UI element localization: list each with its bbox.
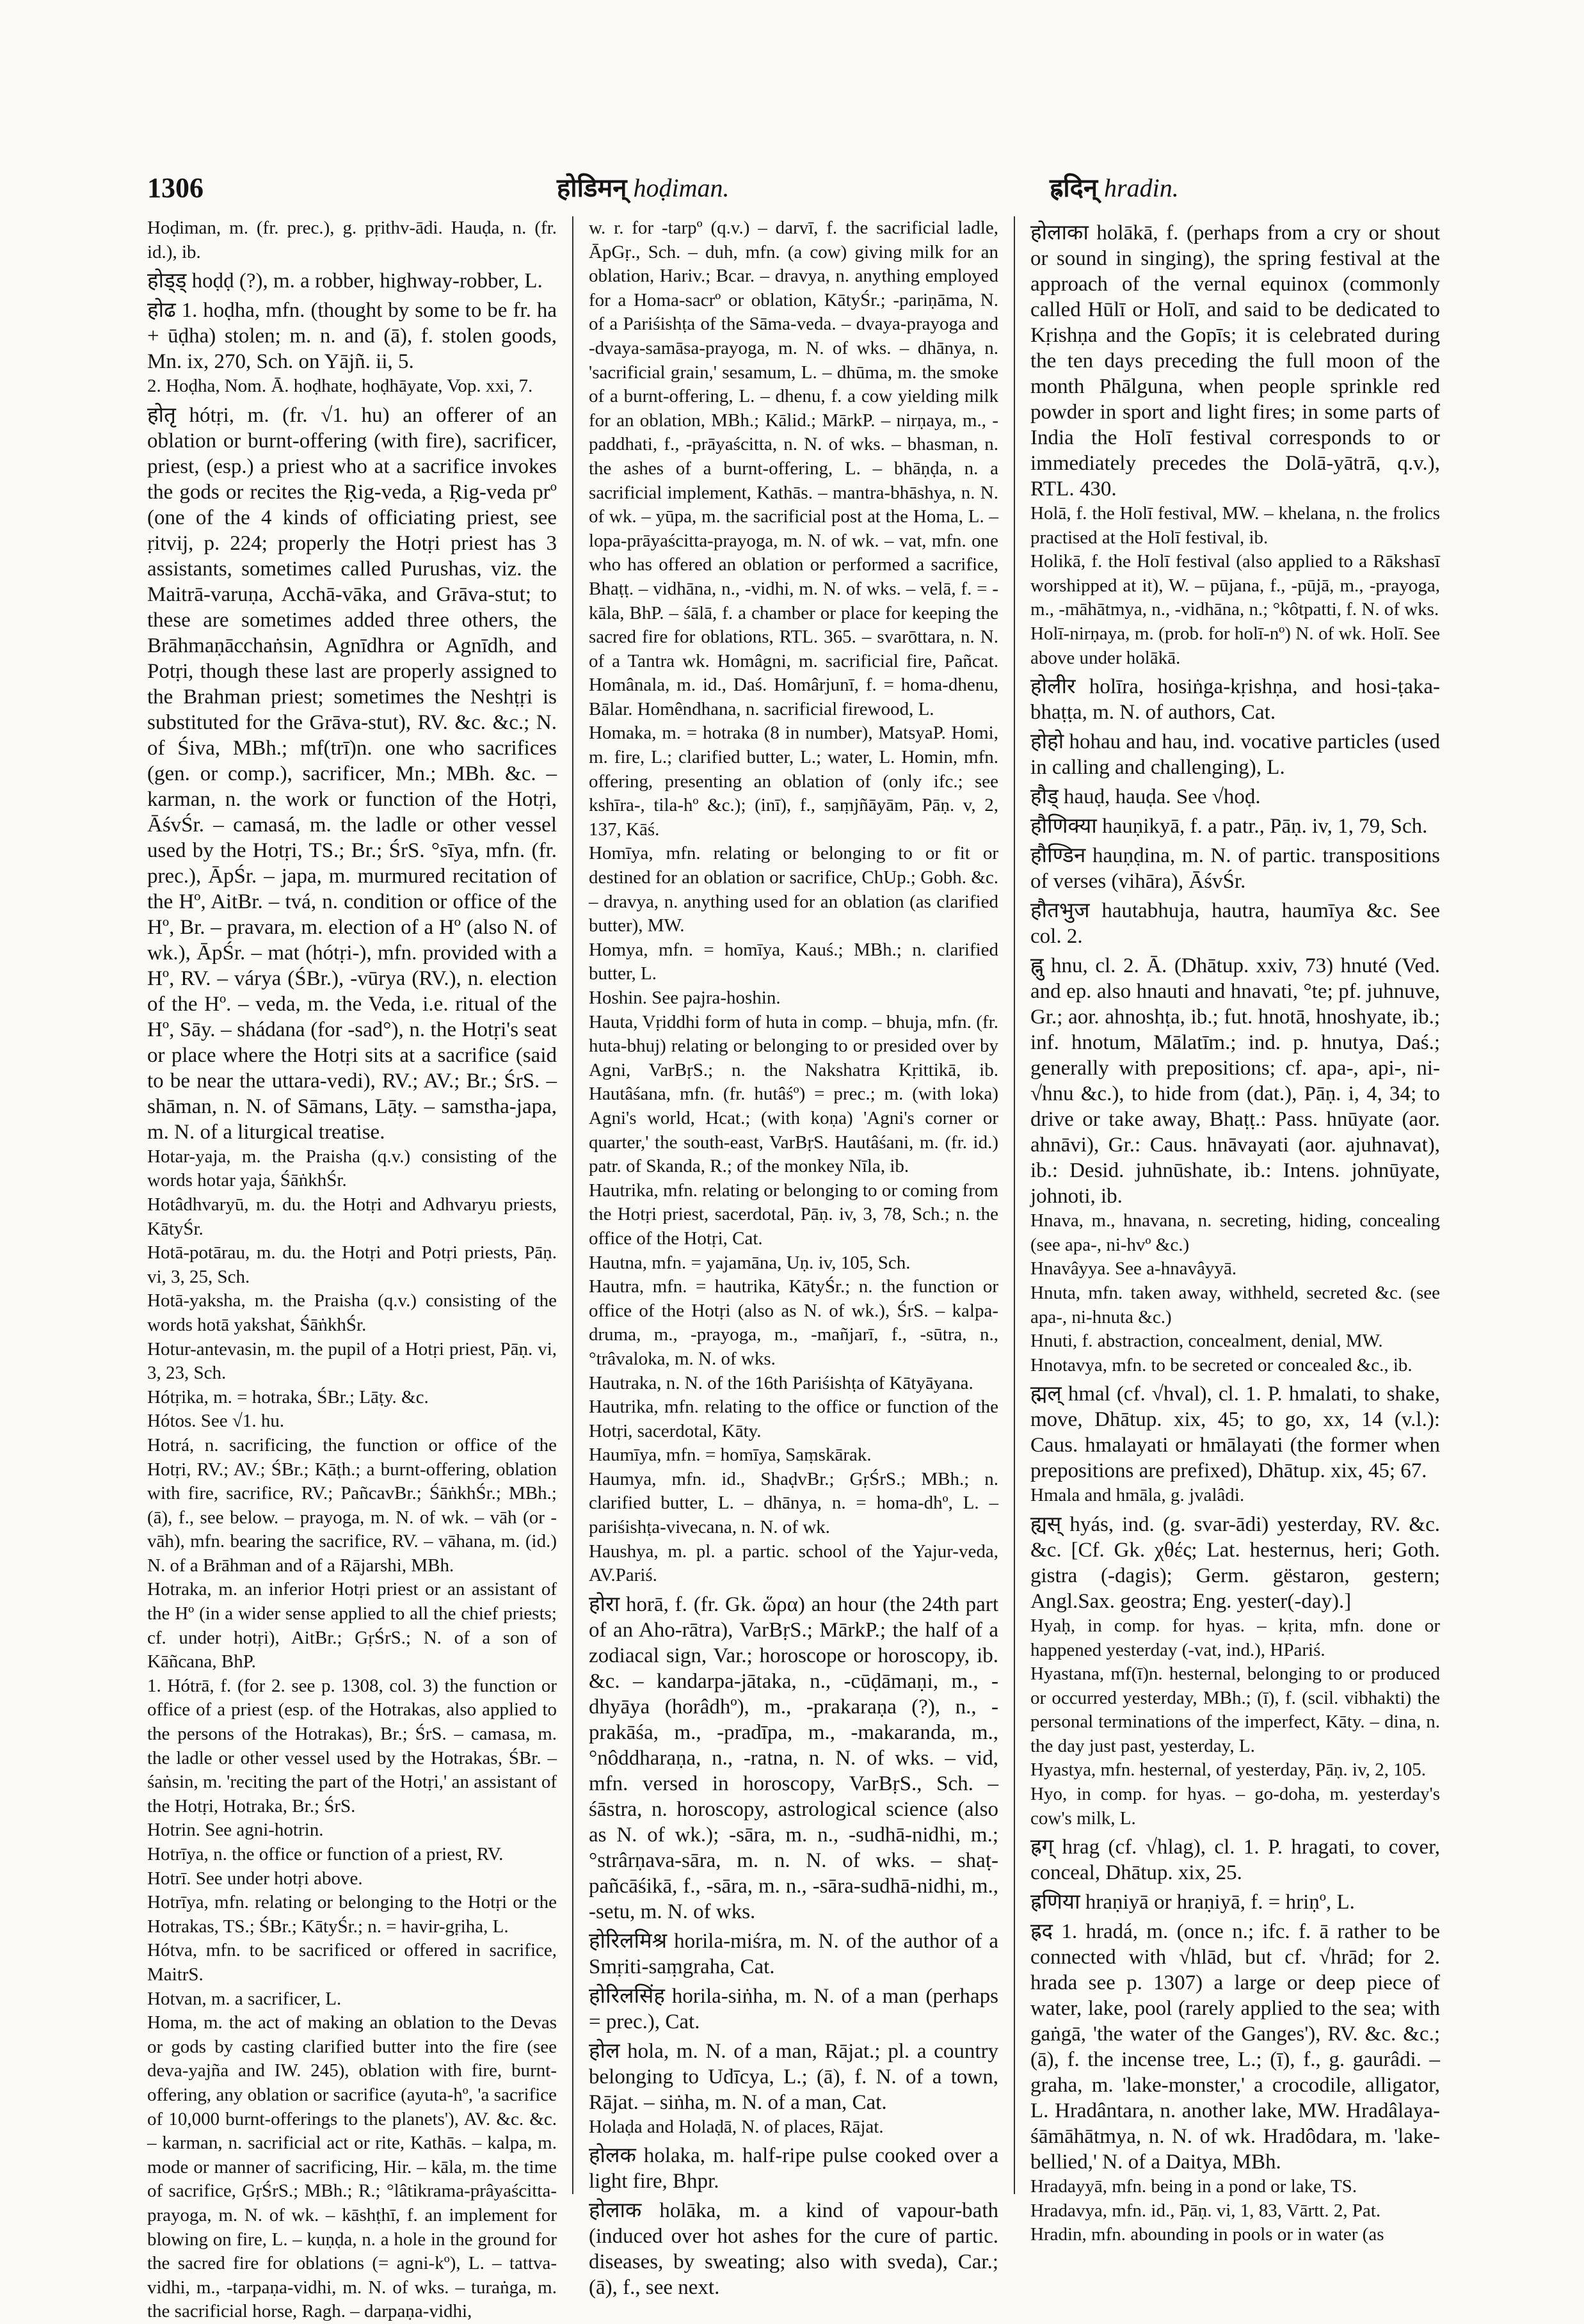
dictionary-entry: Hoshin. See pajra-hoshin.	[589, 988, 781, 1008]
dictionary-entry: Hautrika, mfn. relating to the office or function of the Hotṛi, sacerdotal, Kāty.	[589, 1397, 998, 1441]
dictionary-entry: Hotrin. See agni-hotrin.	[147, 1820, 324, 1841]
dictionary-entry: Hotrá, n. sacrificing, the function or office of the Hotṛi, RV.; AV.; ŚBr.; Kāṭh.; a burnt-offering, oblation with fire, sacrifice, RV.; PañcavBr.; ŚāṅkhŚr.; MBh.; (ā), f., see below. – prayoga, m. N. of wk. – vāh (or -vāh), mfn. bearing the sacrifice, RV. – vāhana, m. (id.) N. of a Brāhman and of a Rājarshi, MBh.	[147, 1434, 557, 1576]
headword-entry: ह्रणिया hraṇiyā or hraṇiyā, f. = hriṇº, L.	[1030, 1891, 1355, 1914]
dictionary-entry: Hnavâyya. See a-hnavâyyā.	[1030, 1258, 1237, 1279]
dictionary-entry: Hmala and hmāla, g. jvalâdi.	[1030, 1485, 1245, 1506]
dictionary-entry: Holaḍa and Holaḍā, N. of places, Rājat.	[589, 2116, 884, 2137]
headword-entry: होड्ड् hoḍḍ (?), m. a robber, highway-robber, L.	[147, 269, 543, 293]
header-first-devanagari: होडिमन्	[557, 173, 627, 203]
dictionary-entry: Homīya, mfn. relating or belonging to or fit or destined for an oblation or sacrifice, ChUp.; Gobh. &c. – dravya, n. anything used for an oblation (as clarified butter), MW.	[589, 843, 998, 936]
headword-entry: हौण्डिन hauṇḍina, m. N. of partic. transpositions of verses (vihāra), ĀśvŚr.	[1030, 844, 1440, 894]
dictionary-entry: Haumya, mfn. id., ShaḍvBr.; GṛŚrS.; MBh.; n. clarified butter, L. – dhānya, n. = homa-dhº, L. – pariśishṭa-vivecana, n. N. of wk.	[589, 1468, 998, 1538]
dictionary-entry: Hotrīya, mfn. relating or belonging to the Hotṛi or the Hotrakas, TS.; ŚBr.; KātyŚr.; n. = havir-gṛiha, L.	[147, 1892, 557, 1937]
page-number: 1306	[147, 172, 204, 204]
dictionary-entry: Hotur-antevasin, m. the pupil of a Hotṛi priest, Pāṇ. vi, 3, 23, Sch.	[147, 1338, 557, 1384]
dictionary-entry: Hotā-potārau, m. du. the Hotṛi and Potṛi priests, Pāṇ. vi, 3, 25, Sch.	[147, 1242, 557, 1287]
dictionary-entry: Holikā, f. the Holī festival (also applied to a Rākshasī worshipped at it), W. – pūjana, f., -pūjā, m., -prayoga, m., -māhātmya, n., -vidhāna, n.; °kôtpatti, f. N. of wks.	[1030, 551, 1440, 620]
dictionary-entry: Hautraka, n. N. of the 16th Pariśishṭa of Kātyāyana.	[589, 1372, 973, 1393]
text-columns	[147, 216, 1440, 2322]
headword-entry: होतृ hótṛi, m. (fr. √1. hu) an offerer of an oblation or burnt-offering (with fire), sacrificer, priest, (esp.) a priest who at a sacrifice invokes the gods or recites the Ṛig-veda, a Ṛig-veda prº (one of the 4 kinds of officiating priest, see ṛitvij, p. 224; properly the Hotṛi priest has 3 assistants, sometimes called Purushas, viz. the Maitrā-varuṇa, Acchā-vāka, and Grāva-stut; to these are sometimes added three others, the Brāhmaṇācchaṅsin, Agnīdhra or Agnīdh, and Potṛi, though these last are properly assigned to the Brahman priest; sometimes the Neshṭṛi is substituted for the Grāva-stut), RV. &c. &c.; N. of Śiva, MBh.; mf(trī)n. one who sacrifices (gen. or comp.), sacrificer, Mn.; MBh. &c. – karman, n. the work or function of the Hotṛi, ĀśvŚr. – camasá, m. the ladle or other vessel used by the Hotṛi, TS.; Br.; ŚrS. °sīya, mfn. (fr. prec.), ĀpŚr. – japa, m. murmured recitation of the Hº, AitBr. – tvá, n. condition or office of the Hº, Br. – pravara, m. election of a Hº (also N. of wk.), ĀpŚr. – mat (hótṛi-), mfn. provided with a Hº, RV. – várya (ŚBr.), -vūrya (RV.), n. election of the Hº. – veda, m. the Veda, i.e. ritual of the Hº, Sāy. – shádana (for -sad°), n. the Hotṛi's seat or place where the Hotṛi sits at a sacrifice (said to be near the uttara-vedi), RV.; AV.; Br.; ŚrS. – shāman, n. N. of Sāmans, Lāṭy. – samstha-japa, m. N. of a liturgical treatise.	[147, 403, 557, 1144]
dictionary-entry: Hradin, mfn. abounding in pools or in water (as	[1030, 2224, 1384, 2245]
dictionary-entry: 2. Hoḍha, Nom. Ā. hoḍhate, hoḍhāyate, Vop. xxi, 7.	[147, 376, 533, 397]
dictionary-entry: Hotar-yaja, m. the Praisha (q.v.) consisting of the words hotar yaja, ŚāṅkhŚr.	[147, 1146, 557, 1191]
header-first-word	[557, 168, 729, 209]
headword-entry: हौतभुज hautabhuja, hautra, haumīya &c. See col. 2.	[1030, 899, 1440, 949]
dictionary-entry: Hotraka, m. an inferior Hotṛi priest or an assistant of the Hº (in a wider sense applied to all the chief priests; cf. under hotṛi), AitBr.; GṛŚrS.; N. of a son of Kāñcana, BhP.	[147, 1579, 557, 1672]
dictionary-entry: w. r. for -tarpº (q.v.) – darvī, f. the sacrificial ladle, ĀpGṛ., Sch. – duh, mfn. (a cow) giving milk for an oblation, Hariv.; Bcar. – dravya, n. anything employed for a Homa-sacrº or oblation, KātyŚr.; -pariṇāma, N. of a Pariśishṭa of the Sāma-veda. – dvaya-prayoga and -dvaya-samāsa-prayoga, m. N. of wks. – dhānya, n. 'sacrificial grain,' sesamum, L. – dhūma, m. the smoke of a burnt-offering, L. – dhenu, f. a cow yielding milk for an oblation, MBh.; Kālid.; MārkP. – nirṇaya, m., -paddhati, f., -prāyaścitta, n. N. of wks. – bhasman, n. the ashes of a burnt-offering, L. – bhāṇḍa, n. a sacrificial implement, Kathās. – mantra-bhāshya, n. N. of wk. – yūpa, m. the sacrificial post at the Homa, L. – lopa-prāyaścitta-prayoga, m. N. of wk. – vat, mfn. one who has offered an oblation or performed a sacrifice, Bhaṭṭ. – vidhāna, n., -vidhi, m. N. of wks. – velā, f. = -kāla, BhP. – śālā, f. a chamber or place for keeping the sacred fire for oblations, RTL. 365. – svarōttara, n. N. of a Tantra wk. Homâgni, m. sacrificial fire, Pañcat. Homânala, m. id., Daś. Homârjunī, f. = homa-dhenu, Bālar. Homêndhana, n. sacrificial firewood, L.	[589, 218, 998, 719]
dictionary-entry: Hnava, m., hnavana, n. secreting, hiding, concealing (see apa-, ni-hvº &c.)	[1030, 1210, 1440, 1255]
dictionary-entry: Haushya, m. pl. a partic. school of the Yajur-veda, AV.Pariś.	[589, 1541, 998, 1586]
dictionary-entry: Hotâdhvaryū, m. du. the Hotṛi and Adhvaryu priests, KātyŚr.	[147, 1194, 557, 1239]
dictionary-entry: Hradavya, mfn. id., Pāṇ. vi, 1, 83, Vārtt. 2, Pat.	[1030, 2200, 1381, 2221]
headword-entry: ह्मल् hmal (cf. √hval), cl. 1. P. hmalati, to shake, move, Dhātup. xix, 45; to go, xx, 14 (v.l.): Caus. hmalayati or hmālayati (the former when prepositions are prefixed), Dhātup. xix, 45; 67.	[1030, 1382, 1440, 1483]
dictionary-entry: Hotrī. See under hotṛi above.	[147, 1868, 363, 1889]
headword-entry: होहो hohau and hau, ind. vocative particles (used in calling and challenging), L.	[1030, 730, 1440, 780]
headword-entry: होलाक holāka, m. a kind of vapour-bath (induced over hot ashes for the cure of partic. diseases, by sweating; also with sveda), Car.; (ā), f., see next.	[589, 2199, 998, 2300]
dictionary-entry: Homya, mfn. = homīya, Kauś.; MBh.; n. clarified butter, L.	[589, 939, 998, 984]
dictionary-entry: 1. Hótrā, f. (for 2. see p. 1308, col. 3) the function or office of a priest (esp. of the Hotrakas, also applied to the persons of the Hotrakas), Br.; ŚrS. – camasa, m. the ladle or other vessel used by the Hotrakas, ŚBr. – śaṅsin, m. 'reciting the part of the Hotṛi,' an assistant of the Hotṛi, Hotraka, Br.; ŚrS.	[147, 1675, 557, 1816]
dictionary-entry: Hyastya, mfn. hesternal, of yesterday, Pāṇ. iv, 2, 105.	[1030, 1759, 1426, 1781]
dictionary-entry: Hyastana, mf(ī)n. hesternal, belonging to or produced or occurred yesterday, MBh.; (ī), f. (scil. vibhakti) the personal terminations of the imperfect, Kāty. – dina, n. the day just past, yesterday, L.	[1030, 1663, 1440, 1756]
headword-entry: होरिलसिंह horila-siṅha, m. N. of a man (perhaps = prec.), Cat.	[589, 1984, 998, 2033]
dictionary-entry: Homaka, m. = hotraka (8 in number), MatsyaP. Homi, m. fire, L.; clarified butter, L.; water, L. Homin, mfn. offering, presenting an oblation of (only ifc.; see kshīra-, tila-hº &c.); (inī), f., saṃjñāyām, Pāṇ. v, 2, 137, Kāś.	[589, 723, 998, 840]
dictionary-entry: Hyaḥ, in comp. for hyas. – kṛita, mfn. done or happened yesterday (-vat, ind.), HPariś.	[1030, 1615, 1440, 1660]
dictionary-entry: Hauta, Vṛiddhi form of huta in comp. – bhuja, mfn. (fr. huta-bhuj) relating or belonging to or presided over by Agni, VarBṛS.; n. the Nakshatra Kṛittikā, ib. Hautâśana, mfn. (fr. hutâśº) = prec.; m. (with loka) Agni's world, Hcat.; (with koṇa) 'Agni's corner or quarter,' the south-east, VarBṛS. Hautâśani, m. (fr. id.) patr. of Skanda, R.; of the monkey Nīla, ib.	[589, 1011, 998, 1177]
headword-entry: होल hola, m. N. of a man, Rājat.; pl. a country belonging to Udīcya, L.; (ā), f. N. of a town, Rājat. – siṅha, m. N. of a man, Cat.	[589, 2039, 998, 2114]
dictionary-entry: Hyo, in comp. for hyas. – go-doha, m. yesterday's cow's milk, L.	[1030, 1784, 1440, 1829]
dictionary-entry: Hótos. See √1. hu.	[147, 1411, 285, 1432]
headword-entry: हौड् hauḍ, hauḍa. See √hoḍ.	[1030, 785, 1261, 809]
dictionary-entry: Hotvan, m. a sacrificer, L.	[147, 1988, 342, 2009]
header-first-roman: hoḍiman.	[633, 173, 730, 202]
dictionary-entry: Hoḍiman, m. (fr. prec.), g. pṛithv-ādi. Hauḍa, n. (fr. id.), ib.	[147, 218, 557, 262]
dictionary-entry: Hnuta, mfn. taken away, withheld, secreted &c. (see apa-, ni-hnuta &c.)	[1030, 1282, 1440, 1327]
dictionary-entry: Hautra, mfn. = hautrika, KātyŚr.; n. the function or office of the Hotṛi (also as N. of wk.), ŚrS. – kalpa-druma, m., -prayoga, m., -mañjarī, f., -sūtra, n., °trâvaloka, m. N. of wks.	[589, 1276, 998, 1369]
headword-entry: होलक holaka, m. half-ripe pulse cooked over a light fire, Bhpr.	[589, 2144, 998, 2193]
dictionary-entry: Homa, m. the act of making an oblation to the Devas or gods by casting clarified butter into the fire (see deva-yajña and IW. 245), oblation with fire, burnt-offering, any oblation or sacrifice (ayuta-hº, 'a sacrifice of 10,000 burnt-offerings to the planets'), AV. &c. &c. – karman, n. sacrificial act or rite, Kathās. – kalpa, m. mode or manner of sacrificing, Hir. – kāla, m. the time of sacrifice, GṛŚrS.; MBh.; R.; °lâtikrama-prâyaścitta-prayoga, m. N. of wk. – kāshṭhī, f. an implement for blowing on fire, L. – kuṇḍa, n. a hole in the ground for the sacred fire for oblations (= agni-kº), L. – tattva-vidhi, m., -tarpaṇa-vidhi, m. N. of wks. – turaṅga, m. the sacrificial horse, Ragh. – darpaṇa-vidhi,	[147, 2012, 557, 2322]
dictionary-entry: Holī-nirṇaya, m. (prob. for holī-nº) N. of wk. Holī. See above under holākā.	[1030, 623, 1440, 668]
headword-entry: होरिलमिश्र horila-miśra, m. N. of the author of a Smṛiti-saṃgraha, Cat.	[589, 1929, 998, 1978]
headword-entry: होढ 1. hoḍha, mfn. (thought by some to be fr. ha + ūḍha) stolen; m. n. and (ā), f. stolen goods, Mn. ix, 270, Sch. on Yājñ. ii, 5.	[147, 299, 557, 374]
headword-entry: होलाका holākā, f. (perhaps from a cry or shout or sound in singing), the spring festival at the approach of the vernal equinox (commonly called Hūlī or Holī, and said to be dedicated to Kṛishṇa and the Gopīs; it is celebrated during the ten days preceding the full moon of the month Phālguna, when people sprinkle red powder in sport and light fires; in some parts of India the Holī festival corresponds to or immediately precedes the Dolā-yātrā, q.v.), RTL. 430.	[1030, 221, 1440, 501]
column-divider	[572, 216, 573, 2194]
headword-entry: होलीर holīra, hosiṅga-kṛishṇa, and hosi-ṭaka-bhaṭṭa, m. N. of authors, Cat.	[1030, 675, 1440, 725]
dictionary-entry: Hotā-yaksha, m. the Praisha (q.v.) consisting of the words hotā yakshat, ŚāṅkhŚr.	[147, 1290, 557, 1335]
dictionary-entry: Hautrika, mfn. relating or belonging to or coming from the Hotṛi priest, sacerdotal, Pāṇ. iv, 3, 78, Sch.; n. the office of the Hotṛi, Cat.	[589, 1180, 998, 1249]
headword-entry: ह्रद 1. hradá, m. (once n.; ifc. f. ā rather to be connected with √hlād, but cf. √hrād; for 2. hrada see p. 1307) a large or deep piece of water, lake, pool (rarely applied to the sea; with gaṅgā, 'the water of the Ganges'), RV. &c. &c.; (ā), f. the incense tree, L.; (ī), f., g. gaurâdi. – graha, m. 'lake-monster,' a crocodile, alligator, L. Hradântara, n. another lake, MW. Hradâlaya-śāmāhātmya, n. N. of wk. Hradôdara, m. 'lake-bellied,' N. of a Daitya, MBh.	[1030, 1920, 1440, 2174]
dictionary-entry: Hautna, mfn. = yajamāna, Uṇ. iv, 105, Sch.	[589, 1252, 911, 1273]
dictionary-entry: Hótṛika, m. = hotraka, ŚBr.; Lāṭy. &c.	[147, 1386, 429, 1407]
dictionary-entry: Hótva, mfn. to be sacrificed or offered in sacrifice, MaitrS.	[147, 1940, 557, 1985]
header-last-devanagari: ह्रदिन्	[1050, 173, 1098, 203]
dictionary-entry: Hradayyā, mfn. being in a pond or lake, TS.	[1030, 2176, 1357, 2197]
dictionary-entry: Holā, f. the Holī festival, MW. – khelana, n. the frolics practised at the Holī festival, ib.	[1030, 503, 1440, 548]
headword-entry: ह्नु hnu, cl. 2. Ā. (Dhātup. xxiv, 73) hnuté (Ved. and ep. also hnauti and hnavati, °te; pf. juhnuve, Gr.; aor. ahnoshṭa, ib.; fut. hnotā, hnoshyate, ib.; inf. hnotum, Mālatīm.; ind. p. hnutya, Daś.; generally with prepositions; cf. apa-, api-, ni-√hnu &c.), to hide from (dat.), Pāṇ. i, 4, 34; to drive or take away, Bhaṭṭ.: Pass. hnūyate (aor. ahnāvi), Gr.: Caus. hnāvayati (aor. ajuhnavat), ib.: Desid. juhnūshate, ib.: Intens. johnūyate, johnoti, ib.	[1030, 954, 1440, 1208]
dictionary-entry: Hnuti, f. abstraction, concealment, denial, MW.	[1030, 1331, 1383, 1352]
headword-entry: ह्रग् hrag (cf. √hlag), cl. 1. P. hragati, to cover, conceal, Dhātup. xix, 25.	[1030, 1836, 1440, 1885]
headword-entry: हौणिक्या hauṇikyā, f. a patr., Pāṇ. iv, 1, 79, Sch.	[1030, 815, 1428, 838]
running-header	[147, 168, 1440, 209]
header-last-roman: hradin.	[1104, 173, 1179, 202]
column-2	[589, 216, 998, 2300]
column-divider	[1014, 216, 1015, 2194]
dictionary-entry: Hnotavya, mfn. to be secreted or concealed &c., ib.	[1030, 1354, 1412, 1375]
column-3	[1030, 216, 1440, 2245]
headword-entry: होरा horā, f. (fr. Gk. ὥρα) an hour (the 24th part of an Aho-rātra), VarBṛS.; MārkP.; the half of a zodiacal sign, Var.; horoscope or horoscopy, ib. &c. – kandarpa-jātaka, n., -cūḍāmaṇi, m., -dhyāya (horâdhº), m., -prakaraṇa (?), n., -prakāśa, m., -pradīpa, m., -makaranda, m., °nôddharaṇa, n., -ratna, n. N. of wks. – vid, mfn. versed in horoscopy, VarBṛS., Sch. – śāstra, n. horoscopy, astrological science (also as N. of wk.); -sāra, m. n., -sudhā-nidhi, m.; °strârṇava-sāra, m. n. N. of wks. – shaṭ-pañcāśikā, f., -sāra, m. n., -sāra-sudhā-nidhi, m., -setu, m. N. of wks.	[589, 1592, 998, 1923]
headword-entry: ह्यस् hyás, ind. (g. svar-ādi) yesterday, RV. &c. &c. [Cf. Gk. χθές; Lat. hesternus, heri; Goth. gistra (-dagis); Germ. gëstaron, gestern; Angl.Sax. geostra; Eng. yester(-day).]	[1030, 1512, 1440, 1613]
header-last-word	[1050, 168, 1179, 209]
dictionary-entry: Haumīya, mfn. = homīya, Saṃskārak.	[589, 1445, 872, 1466]
dictionary-entry: Hotrīya, n. the office or function of a priest, RV.	[147, 1844, 504, 1864]
column-1	[147, 216, 557, 2322]
